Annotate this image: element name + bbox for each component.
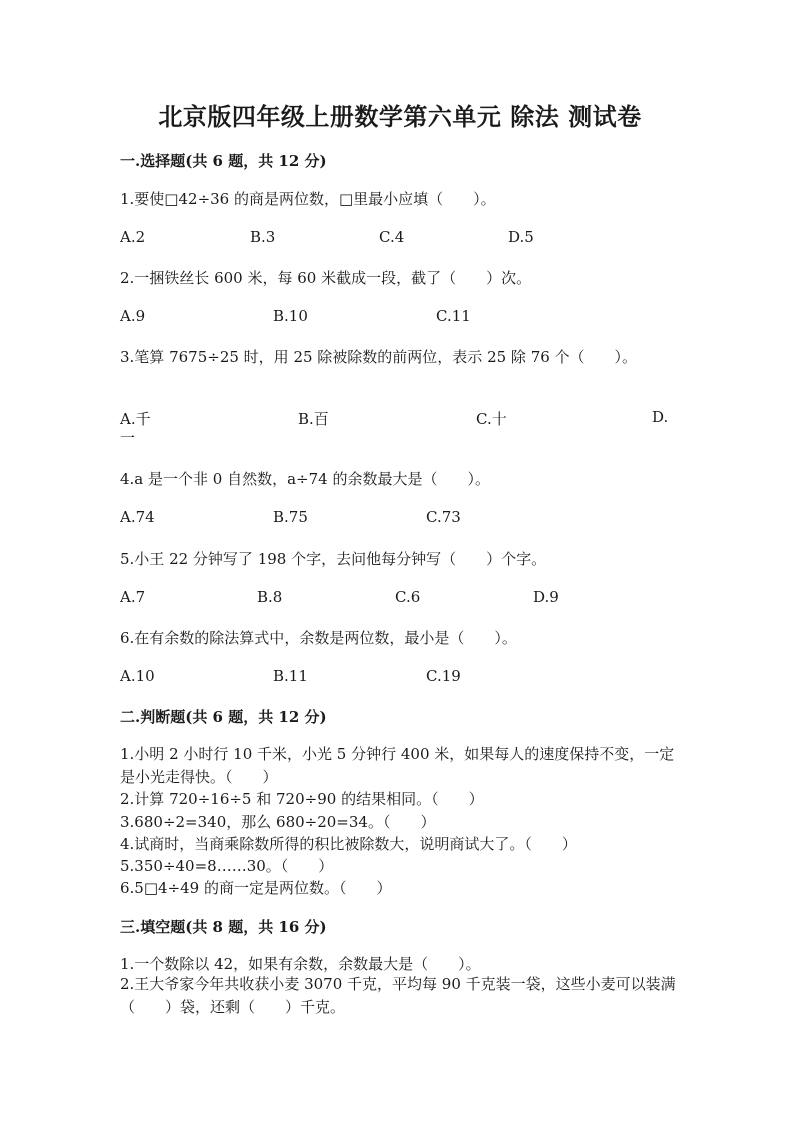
option-a: A.10	[120, 667, 155, 685]
question-1: 1.要使□42÷36 的商是两位数，□里最小应填（ ）。	[120, 190, 496, 208]
option-b: B.百	[298, 410, 329, 428]
fill-item-1: 1.一个数除以 42，如果有余数，余数最大是（ ）。	[120, 955, 481, 973]
judgement-item-6: 6.5□4÷49 的商一定是两位数。（ ）	[120, 879, 392, 897]
judgement-item-2: 2.计算 720÷16÷5 和 720÷90 的结果相同。（ ）	[120, 790, 484, 808]
judgement-item-5: 5.350÷40=8……30。（ ）	[120, 857, 334, 875]
page-title: 北京版四年级上册数学第六单元 除法 测试卷	[158, 102, 642, 131]
question-3: 3.笔算 7675÷25 时，用 25 除被除数的前两位，表示 25 除 76 个（ ）。	[120, 348, 638, 366]
section-heading-fill-blank: 三.填空题(共 8 题，共 16 分)	[120, 918, 327, 936]
option-a: A.7	[120, 588, 146, 606]
option-d: D.9	[533, 588, 559, 606]
option-b: B.10	[273, 307, 308, 325]
option-a: A.74	[120, 508, 155, 526]
option-c: C.十	[476, 410, 507, 428]
question-2: 2.一捆铁丝长 600 米，每 60 米截成一段，截了（ ）次。	[120, 269, 532, 287]
option-a: A.2	[120, 228, 146, 246]
option-b: B.75	[273, 508, 308, 526]
option-d: D.	[652, 408, 669, 426]
option-c: C.73	[426, 508, 461, 526]
section-heading-judgement: 二.判断题(共 6 题，共 12 分)	[120, 708, 327, 726]
option-c: C.11	[436, 307, 471, 325]
judgement-item-1: 1.小明 2 小时行 10 千米，小光 5 分钟行 400 米，如果每人的速度保持不变，一定是小光走得快。（ ）	[120, 745, 675, 786]
section-heading-choice: 一.选择题(共 6 题，共 12 分)	[120, 152, 327, 170]
option-a: A.9	[120, 307, 146, 325]
judgement-item-4: 4.试商时，当商乘除数所得的积比被除数大，说明商试大了。（ ）	[120, 835, 577, 853]
option-c: C.6	[395, 588, 421, 606]
option-b: B.11	[273, 667, 308, 685]
option-b: B.8	[257, 588, 283, 606]
question-5: 5.小王 22 分钟写了 198 个字，去问他每分钟写（ ）个字。	[120, 550, 547, 568]
option-b: B.3	[250, 228, 276, 246]
option-a: A.千	[120, 410, 151, 428]
fill-item-2: 2.王大爷家今年共收获小麦 3070 千克，平均每 90 千克装一袋，这些小麦可以装满（ ）袋，还剩（ ）千克。	[120, 975, 676, 1016]
option-d: D.5	[508, 228, 534, 246]
question-6: 6.在有余数的除法算式中，余数是两位数，最小是（ ）。	[120, 629, 517, 647]
question-4: 4.a 是一个非 0 自然数，a÷74 的余数最大是（ ）。	[120, 470, 490, 488]
option-c: C.4	[379, 228, 405, 246]
option-d-wrap: 一	[120, 429, 136, 447]
option-c: C.19	[426, 667, 461, 685]
judgement-item-3: 3.680÷2=340，那么 680÷20=34。（ ）	[120, 813, 436, 831]
